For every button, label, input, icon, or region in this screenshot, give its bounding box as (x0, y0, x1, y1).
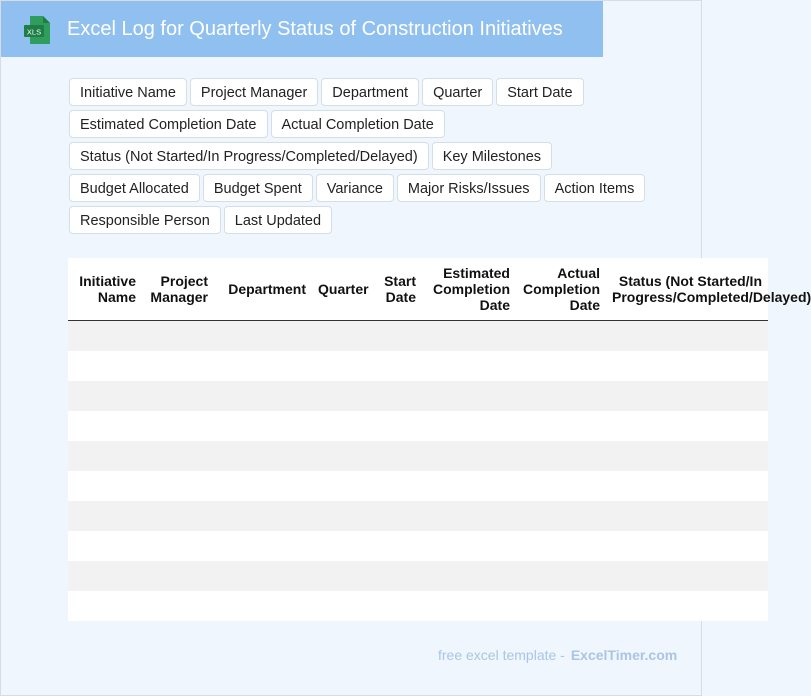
xls-file-icon (23, 15, 51, 45)
table-cell[interactable] (606, 351, 768, 381)
table-cell[interactable] (68, 501, 142, 531)
table-cell[interactable] (214, 441, 312, 471)
table-cell[interactable] (606, 441, 768, 471)
table-cell[interactable] (606, 501, 768, 531)
table-cell[interactable] (68, 381, 142, 411)
table-cell[interactable] (374, 381, 422, 411)
table-cell[interactable] (516, 441, 606, 471)
table-cell[interactable] (68, 561, 142, 591)
column-tag: Department (321, 78, 419, 106)
column-tag: Responsible Person (69, 206, 221, 234)
table-cell[interactable] (422, 411, 516, 441)
table-cell[interactable] (516, 561, 606, 591)
table-row (68, 531, 768, 561)
table-cell[interactable] (142, 471, 214, 501)
table-cell[interactable] (606, 381, 768, 411)
table-row (68, 471, 768, 501)
column-tag-list (69, 78, 669, 234)
table-cell[interactable] (516, 411, 606, 441)
column-tag: Key Milestones (432, 142, 552, 170)
table-cell[interactable] (606, 591, 768, 621)
column-tag: Major Risks/Issues (397, 174, 541, 202)
column-header: Status (Not Started/In Progress/Completed/Delayed) (606, 258, 768, 321)
column-header: Department (214, 258, 312, 321)
page-header (1, 1, 603, 57)
table-cell[interactable] (374, 531, 422, 561)
table-cell[interactable] (214, 591, 312, 621)
table-cell[interactable] (516, 321, 606, 352)
table-cell[interactable] (516, 591, 606, 621)
table-header-row (68, 258, 768, 321)
table-cell[interactable] (374, 411, 422, 441)
log-table (68, 258, 811, 621)
table-cell[interactable] (142, 381, 214, 411)
table-cell[interactable] (214, 351, 312, 381)
table-cell[interactable] (422, 591, 516, 621)
table-cell[interactable] (312, 501, 374, 531)
footer-brand-link[interactable]: ExcelTimer.com (570, 647, 678, 663)
column-tag: Estimated Completion Date (69, 110, 268, 138)
table-cell[interactable] (312, 531, 374, 561)
table-cell[interactable] (68, 471, 142, 501)
footer-text: free excel template - (438, 647, 565, 663)
table-cell[interactable] (312, 321, 374, 352)
table-cell[interactable] (312, 471, 374, 501)
table-cell[interactable] (142, 501, 214, 531)
table-cell[interactable] (606, 411, 768, 441)
table-cell[interactable] (214, 531, 312, 561)
column-tag: Status (Not Started/In Progress/Completed/Delayed) (69, 142, 429, 170)
table-cell[interactable] (374, 441, 422, 471)
table-cell[interactable] (142, 411, 214, 441)
column-tag: Quarter (422, 78, 493, 106)
table-cell[interactable] (68, 441, 142, 471)
table-cell[interactable] (606, 471, 768, 501)
table-cell[interactable] (214, 501, 312, 531)
table-cell[interactable] (142, 321, 214, 352)
table-cell[interactable] (516, 471, 606, 501)
column-tag: Project Manager (190, 78, 318, 106)
column-tag: Start Date (496, 78, 583, 106)
table-cell[interactable] (422, 381, 516, 411)
table-cell[interactable] (374, 591, 422, 621)
column-header: Estimated Completion Date (422, 258, 516, 321)
table-cell[interactable] (422, 531, 516, 561)
table-cell[interactable] (68, 351, 142, 381)
table-cell[interactable] (312, 351, 374, 381)
column-header: Initiative Name (68, 258, 142, 321)
column-tag: Action Items (544, 174, 646, 202)
table-row (68, 561, 768, 591)
table-cell[interactable] (214, 321, 312, 352)
table-cell[interactable] (312, 411, 374, 441)
table-cell[interactable] (142, 561, 214, 591)
table-cell[interactable] (312, 381, 374, 411)
column-tag: Budget Spent (203, 174, 313, 202)
column-tag: Variance (316, 174, 394, 202)
table-cell[interactable] (422, 441, 516, 471)
table-row (68, 351, 768, 381)
xls-icon-label: XLS (26, 27, 42, 37)
table-row (68, 411, 768, 441)
table-cell[interactable] (68, 591, 142, 621)
table-cell[interactable] (374, 351, 422, 381)
table-cell[interactable] (374, 321, 422, 352)
table-cell[interactable] (68, 411, 142, 441)
footer (438, 647, 677, 663)
table-cell[interactable] (422, 321, 516, 352)
column-tag: Budget Allocated (69, 174, 200, 202)
log-table-container (68, 258, 811, 621)
table-row (68, 501, 768, 531)
table-cell[interactable] (374, 471, 422, 501)
table-cell[interactable] (142, 531, 214, 561)
table-cell[interactable] (312, 561, 374, 591)
table-row (68, 381, 768, 411)
table-cell[interactable] (68, 531, 142, 561)
table-cell[interactable] (142, 441, 214, 471)
column-tag: Actual Completion Date (271, 110, 445, 138)
table-cell[interactable] (422, 351, 516, 381)
table-cell[interactable] (312, 441, 374, 471)
table-cell[interactable] (214, 471, 312, 501)
table-cell[interactable] (312, 591, 374, 621)
table-cell[interactable] (516, 501, 606, 531)
table-cell[interactable] (606, 321, 768, 352)
table-cell[interactable] (422, 471, 516, 501)
table-row (68, 321, 768, 352)
table-row (68, 441, 768, 471)
column-header: Start Date (374, 258, 422, 321)
table-cell[interactable] (142, 591, 214, 621)
column-header: Quarter (312, 258, 374, 321)
column-header: Actual Completion Date (516, 258, 606, 321)
table-cell[interactable] (516, 381, 606, 411)
table-cell[interactable] (516, 531, 606, 561)
table-cell[interactable] (422, 501, 516, 531)
page-title: Excel Log for Quarterly Status of Construction Initiatives (67, 18, 563, 40)
column-header: Project Manager (142, 258, 214, 321)
table-cell[interactable] (516, 351, 606, 381)
table-row (68, 591, 768, 621)
table-cell[interactable] (214, 561, 312, 591)
table-cell[interactable] (374, 561, 422, 591)
table-cell[interactable] (214, 381, 312, 411)
table-cell[interactable] (374, 501, 422, 531)
table-cell[interactable] (68, 321, 142, 352)
table-cell[interactable] (422, 561, 516, 591)
column-tag: Last Updated (224, 206, 332, 234)
column-tag: Initiative Name (69, 78, 187, 106)
table-cell[interactable] (142, 351, 214, 381)
table-cell[interactable] (606, 561, 768, 591)
table-cell[interactable] (606, 531, 768, 561)
table-body (68, 321, 768, 622)
table-cell[interactable] (214, 411, 312, 441)
